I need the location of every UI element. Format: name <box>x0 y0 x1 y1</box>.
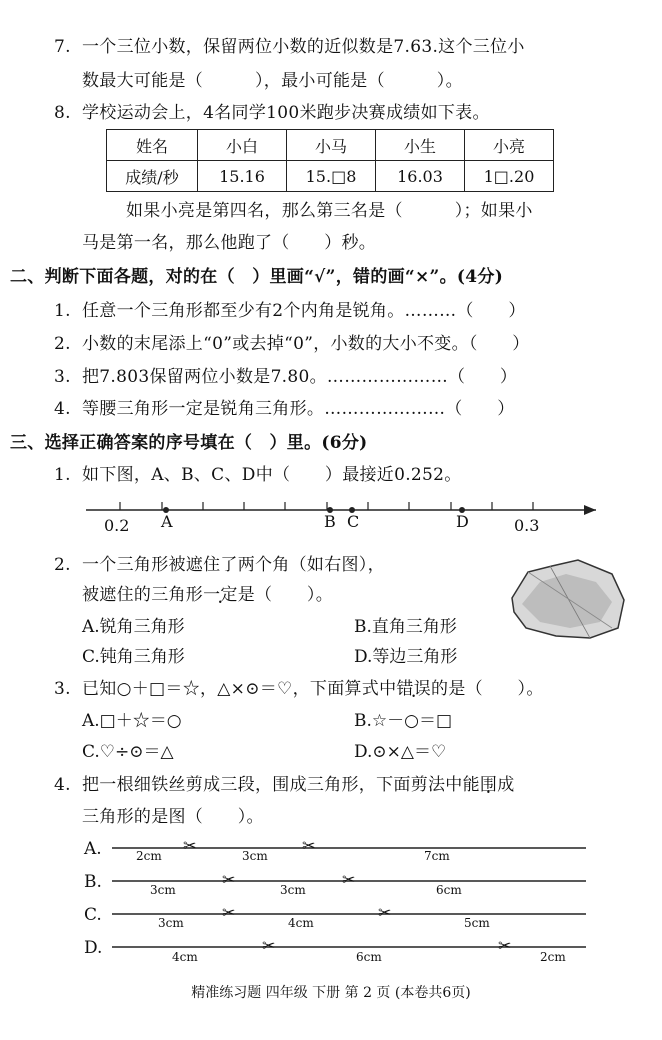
label-0-2: 0.2 <box>104 516 130 535</box>
label-d: D <box>456 512 469 531</box>
scissors-icon: ✂ <box>342 870 356 889</box>
page-footer: 精准练习题 四年级 下册 第 2 页 (本卷共6页) <box>191 985 471 1001</box>
q8-number: 8. <box>54 103 71 123</box>
segment-length: 4cm <box>288 916 314 930</box>
segment-length: 6cm <box>356 950 382 964</box>
sec3-q4-emphasis: 能围成 <box>462 775 515 795</box>
segment-length: 5cm <box>464 916 490 930</box>
q7-number: 7. <box>54 37 71 57</box>
sec3-q2-option-d: D.等边三角形 <box>354 647 458 667</box>
label-a: A <box>161 512 173 531</box>
sec3-q1-number: 1. <box>54 465 71 485</box>
table-cell: 小亮 <box>465 130 554 161</box>
table-cell: 小生 <box>376 130 465 161</box>
sec3-q2-option-b: B.直角三角形 <box>354 617 457 637</box>
covered-triangle-figure <box>512 560 624 638</box>
sec3-q2-line2 <box>82 584 333 606</box>
table-cell: 15.□8 <box>287 161 376 192</box>
table-cell: 姓名 <box>107 130 198 161</box>
sec3-q3-text-c: 的是（ ）。 <box>431 679 544 699</box>
table-cell: 16.03 <box>376 161 465 192</box>
cut-lines <box>112 848 586 947</box>
sec3-q2-line1 <box>54 554 385 576</box>
section-2-title: 二、判断下面各题，对的在（ ）里画“√”，错的画“×”。(4分) <box>10 267 504 287</box>
sec3-q2-emphasis: 一定 <box>203 585 238 605</box>
label-0-3: 0.3 <box>514 516 540 535</box>
sec2-item-number: 2. <box>54 334 71 354</box>
cut-row-label-c: C. <box>84 905 102 925</box>
number-line-arrow <box>584 505 596 515</box>
sec2-item-text: 等腰三角形一定是锐角三角形。…………………（ ） <box>82 399 515 419</box>
number-line-ticks <box>120 502 533 510</box>
sec2-item-number: 1. <box>54 301 71 321</box>
segment-length: 3cm <box>158 916 184 930</box>
segment-length: 3cm <box>280 883 306 897</box>
q8-line3: 马是第一名，那么他跑了（ ）秒。 <box>82 233 377 253</box>
q8-line2: 如果小亮是第四名，那么第三名是（ ）；如果小 <box>126 201 533 221</box>
sec3-q3-option-a: A.□＋☆＝○ <box>82 711 182 731</box>
segment-length: 7cm <box>424 849 450 863</box>
scissors-icon: ✂ <box>183 836 197 855</box>
q8-text-1: 学校运动会上，4名同学100米跑步决赛成绩如下表。 <box>82 103 490 123</box>
sec3-q2-option-c: C.钝角三角形 <box>82 647 185 667</box>
sec3-q3-option-c: C.♡÷⊙＝△ <box>82 742 174 762</box>
table-cell: 1□.20 <box>465 161 554 192</box>
sec3-q2-text-2c: 是（ ）。 <box>237 585 334 605</box>
segment-length: 2cm <box>136 849 162 863</box>
sec3-q4-line2: 三角形的是图（ ）。 <box>82 807 264 827</box>
sec3-q3-number: 3. <box>54 679 71 699</box>
segment-length: 3cm <box>242 849 268 863</box>
sec3-q3-option-b: B.☆－○＝□ <box>354 711 453 731</box>
sec3-q4-text-1a: 把一根细铁丝剪成三段，围成三角形，下面剪法中 <box>82 775 463 795</box>
segment-length: 2cm <box>540 950 566 964</box>
sec3-q3-text-a: 已知○＋□＝☆，△×⊙＝♡，下面算式中 <box>82 679 397 699</box>
sec3-q3-emphasis: 错误 <box>396 679 432 699</box>
sec2-item-number: 4. <box>54 399 71 419</box>
sec3-q2-text-1: 一个三角形被遮住了两个角（如右图）， <box>82 555 385 575</box>
table-cell: 小马 <box>287 130 376 161</box>
table-cell: 小白 <box>198 130 287 161</box>
sec3-q4-number: 4. <box>54 775 71 795</box>
section-3-title: 三、选择正确答案的序号填在（ ）里。(6分) <box>10 433 368 453</box>
label-b: B <box>324 512 336 531</box>
segment-length: 3cm <box>150 883 176 897</box>
sec2-item-text: 小数的末尾添上“0”或去掉“0”，小数的大小不变。（ ） <box>82 334 530 354</box>
label-c: C <box>347 512 360 531</box>
cut-row-label-a: A. <box>84 839 102 859</box>
scissors-icon: ✂ <box>498 936 512 955</box>
sec3-q3-option-d: D.⊙×△＝♡ <box>354 742 447 762</box>
sec3-q2-text-2a: 被遮住的三角形 <box>82 585 204 605</box>
scissors-icon: ✂ <box>262 936 276 955</box>
cut-row-label-d: D. <box>84 938 103 958</box>
sec3-q1-question: 如下图，A、B、C、D中（ ）最接近0.252。 <box>82 465 462 485</box>
scissors-icon: ✂ <box>222 903 236 922</box>
sec3-q2-option-a: A.锐角三角形 <box>82 617 185 637</box>
sec2-item-text: 把7.803保留两位小数是7.80。…………………（ ） <box>82 367 518 387</box>
segment-length: 4cm <box>172 950 198 964</box>
q7-text-1: 一个三位小数，保留两位小数的近似数是7.63.这个三位小 <box>82 37 525 57</box>
scissors-icon: ✂ <box>222 870 236 889</box>
sec3-q3-line <box>54 678 544 700</box>
q7-line2: 数最大可能是（ ），最小可能是（ ）。 <box>82 71 463 91</box>
sec3-q4-line1 <box>54 774 515 796</box>
sec2-item-number: 3. <box>54 367 71 387</box>
table-cell: 成绩/秒 <box>107 161 198 192</box>
segment-length: 6cm <box>436 883 462 897</box>
scissors-icon: ✂ <box>302 836 316 855</box>
cut-row-label-b: B. <box>84 872 102 892</box>
sec3-q2-number: 2. <box>54 555 71 575</box>
table-cell: 15.16 <box>198 161 287 192</box>
sec2-item-text: 任意一个三角形都至少有2个内角是锐角。………（ ） <box>82 301 526 321</box>
scissors-icon: ✂ <box>378 903 392 922</box>
